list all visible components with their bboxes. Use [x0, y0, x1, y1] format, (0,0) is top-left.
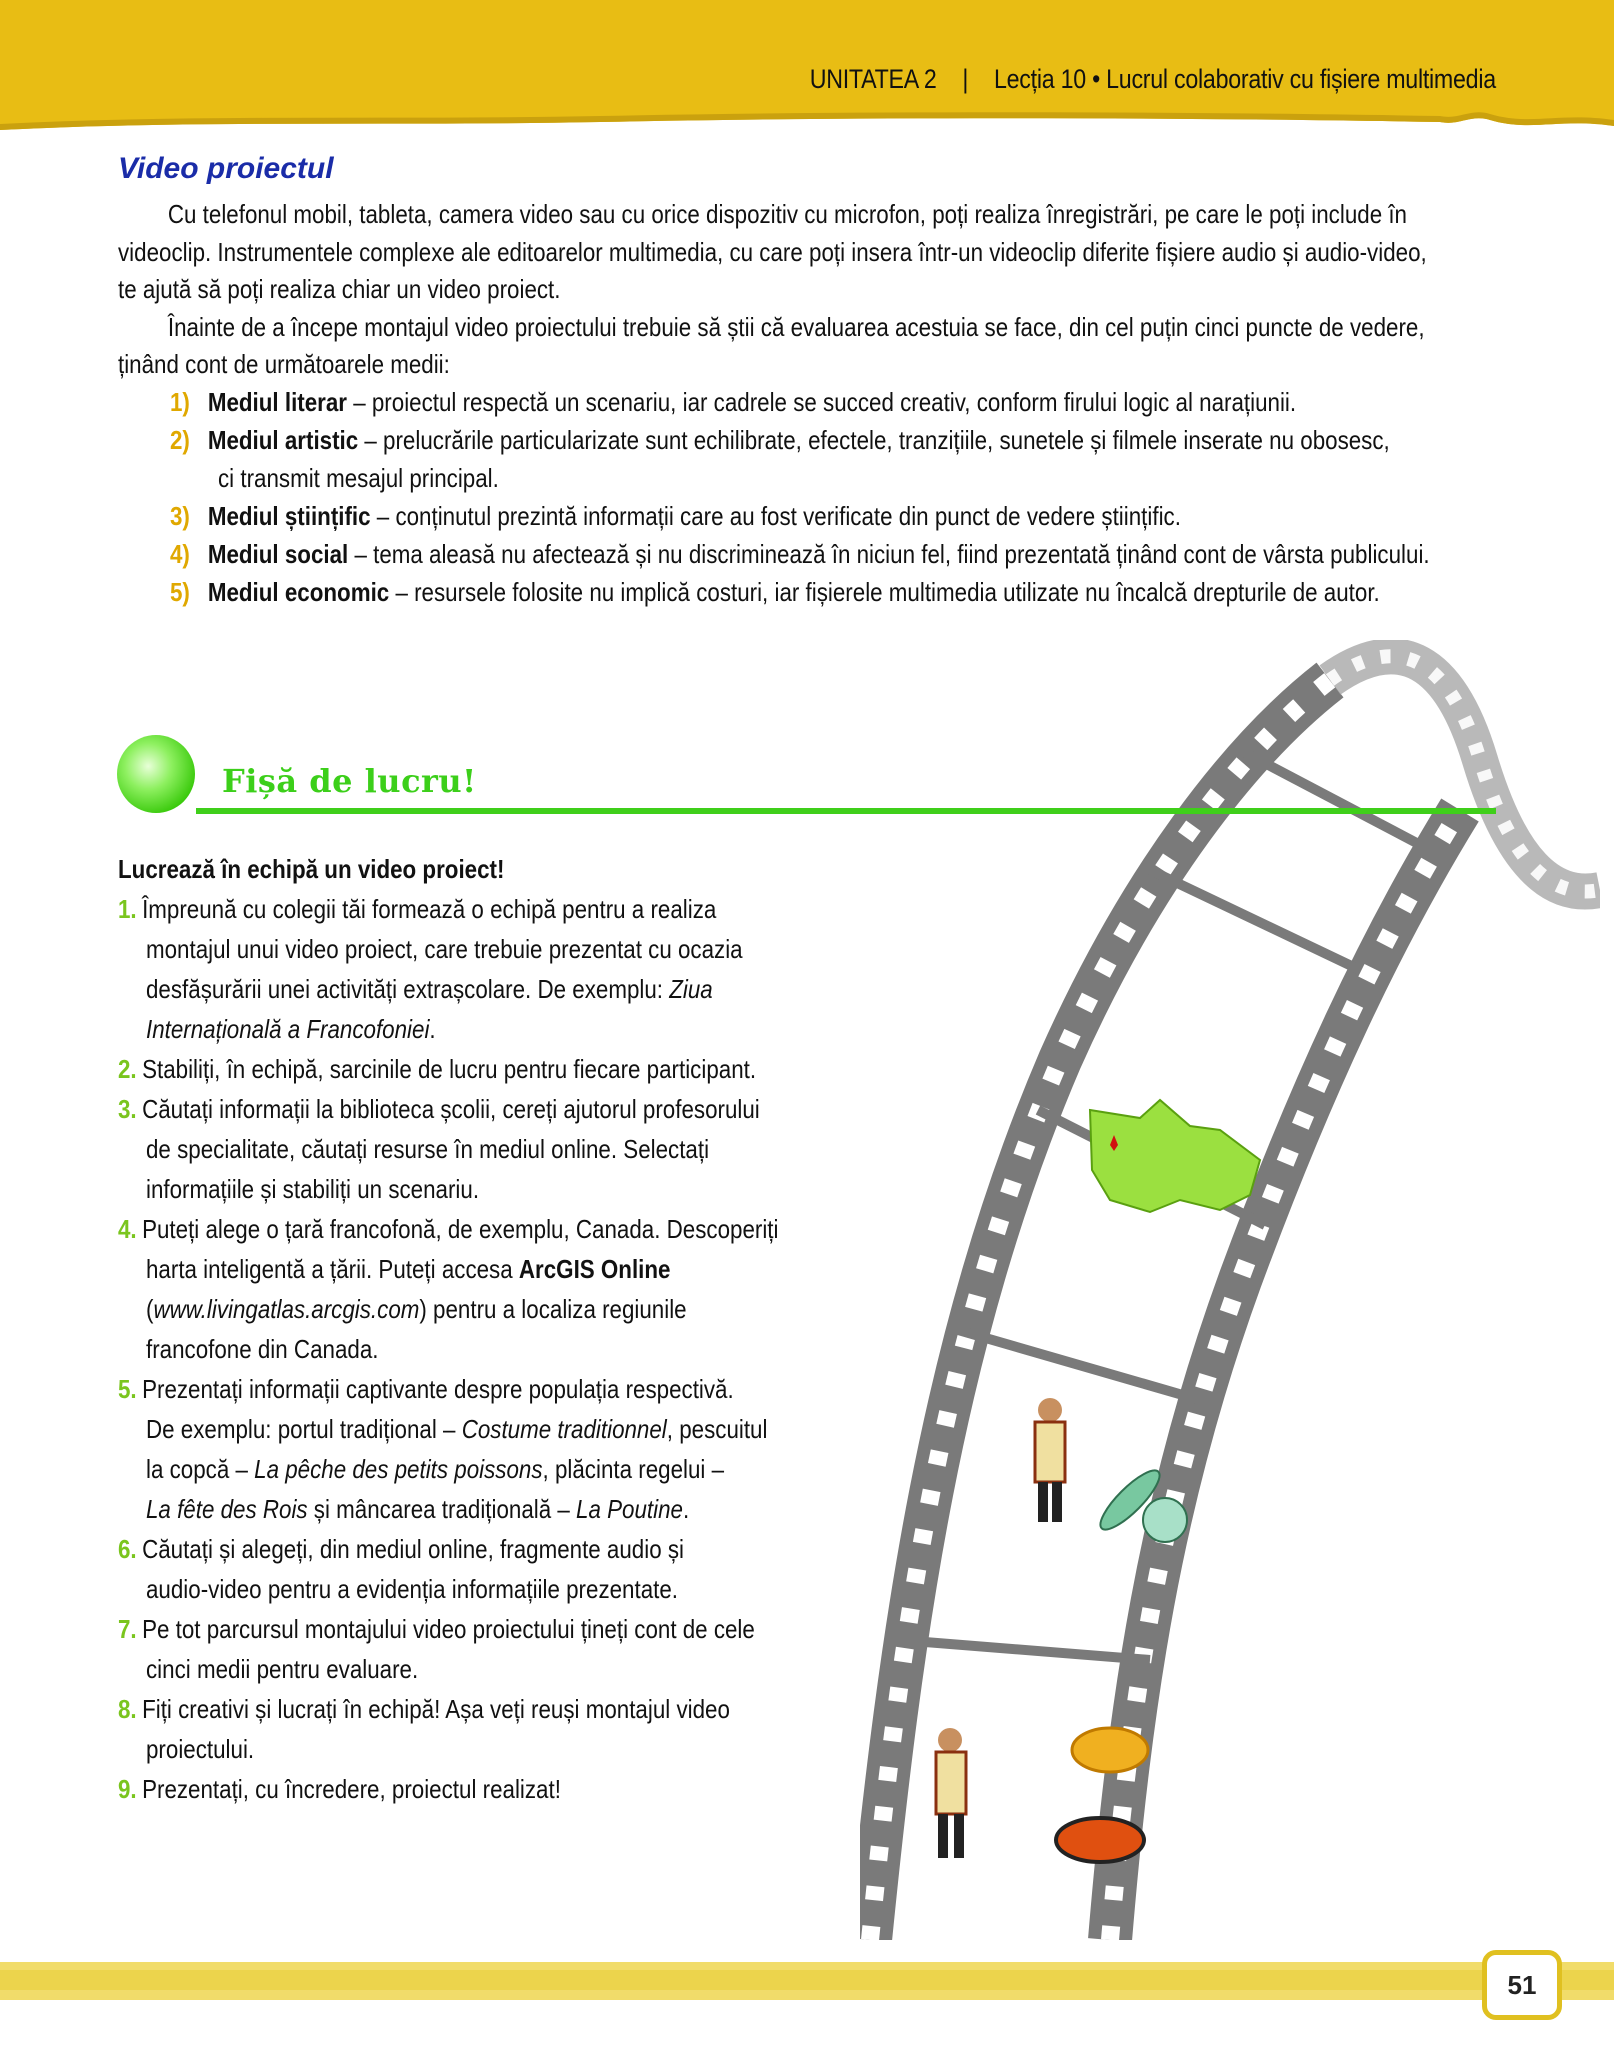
unit-label: UNITATEA 2	[809, 64, 937, 94]
worksheet-underline	[196, 808, 1496, 814]
page-number: 51	[1482, 1950, 1562, 2020]
film-strip-illustration	[860, 640, 1600, 1940]
arcgis-url[interactable]: www.livingatlas.arcgis.com	[153, 1294, 420, 1324]
arcgis-link-label: ArcGIS Online	[518, 1254, 671, 1284]
person-figure	[1035, 1398, 1065, 1522]
worksheet-ball-icon	[117, 735, 195, 813]
criterion-5: 5) Mediul economic – resursele folosite nu implică costuri, iar fișierele multimedia utilizate nu încalcă drepturile de autor.	[170, 577, 1380, 607]
footer-band-inner	[0, 1970, 1614, 1990]
step-6-line-2: audio-video pentru a evidenția informațiile prezentate.	[146, 1574, 679, 1604]
step-8: 8. Fiți creativi și lucrați în echipă! Așa veți reuși montajul video	[118, 1694, 730, 1724]
section-title: Video proiectul	[118, 152, 334, 185]
step-3: 3. Căutați informații la biblioteca școlii, cereți ajutorul profesorului	[118, 1094, 760, 1124]
intro-line-3: te ajută să poți realiza chiar un video proiect.	[118, 274, 561, 304]
step-1-line-3: desfășurării unei activități extrașcolare. De exemplu: Ziua	[146, 974, 713, 1004]
criterion-3: 3) Mediul științific – conținutul prezintă informații care au fost verificate din punct de vedere științific.	[170, 501, 1181, 531]
criterion-1: 1) Mediul literar – proiectul respectă un scenariu, iar cadrele se succed creativ, conform firului logic al narațiunii.	[170, 387, 1297, 417]
step-6: 6. Căutați și alegeți, din mediul online, fragmente audio și	[118, 1534, 685, 1564]
step-4-line-4: francofone din Canada.	[146, 1334, 379, 1364]
step-1: 1. Împreună cu colegii tăi formează o echipă pentru a realiza	[118, 894, 717, 924]
intro-line-2: videoclip. Instrumentele complexe ale editoarelor multimedia, cu care poți insera într-un videoclip diferite fișiere audio și audio-video,	[118, 236, 1427, 267]
step-4-line-2: harta inteligentă a țării. Puteți accesa ArcGIS Online	[146, 1254, 671, 1284]
step-7: 7. Pe tot parcursul montajului video proiectului țineți cont de cele	[118, 1614, 755, 1644]
intro-line-1: Cu telefonul mobil, tableta, camera video sau cu orice dispozitiv cu microfon, poți realiza înregistrări, pe care le poți include în	[167, 199, 1408, 229]
criterion-name: Mediul social	[207, 539, 349, 569]
criterion-4: 4) Mediul social – tema aleasă nu afectează și nu discriminează în niciun fel, fiind prezentată ținând cont de vârsta publicului.	[170, 539, 1430, 569]
criterion-2: 2) Mediul artistic – prelucrările particularizate sunt echilibrate, efectele, tranzițiile, sunetele și filmele inserate nu obosesc,	[170, 425, 1390, 455]
step-4-line-3: (www.livingatlas.arcgis.com) pentru a localiza regiunile	[146, 1294, 687, 1324]
criterion-2-continued: ci transmit mesajul principal.	[218, 463, 499, 493]
person-figure	[936, 1728, 966, 1858]
header-separator: |	[962, 64, 969, 94]
worksheet-title: Fișă de lucru!	[222, 762, 477, 800]
lesson-label: Lecția 10 • Lucrul colaborativ cu fișiere multimedia	[994, 64, 1496, 94]
step-4: 4. Puteți alege o țară francofonă, de exemplu, Canada. Descoperiți	[118, 1214, 779, 1244]
step-3-line-2: de specialitate, căutați resurse în mediul online. Selectați	[146, 1134, 710, 1164]
running-header	[810, 64, 1496, 95]
criterion-name: Mediul economic	[207, 577, 390, 607]
step-5: 5. Prezentați informații captivante despre populația respectivă.	[118, 1374, 734, 1404]
step-5-line-3: la copcă – La pêche des petits poissons, plăcinta regelui –	[146, 1454, 725, 1484]
step-3-line-3: informațiile și stabiliți un scenariu.	[146, 1174, 480, 1204]
intro-line-4: Înainte de a începe montajul video proiectului trebuie să știi că evaluarea acestuia se face, din cel puțin cinci puncte de vedere,	[167, 311, 1425, 342]
step-5-line-4: La fête des Rois și mâncarea tradițională – La Poutine.	[146, 1494, 690, 1524]
step-8-line-2: proiectului.	[146, 1734, 255, 1764]
criterion-name: Mediul literar	[207, 387, 348, 417]
step-2: 2. Stabiliți, în echipă, sarcinile de lucru pentru fiecare participant.	[118, 1054, 757, 1084]
step-1-line-2: montajul unui video proiect, care trebuie prezentat cu ocazia	[146, 934, 743, 964]
worksheet-lead: Lucrează în echipă un video proiect!	[118, 854, 505, 884]
intro-paragraph	[118, 196, 1427, 384]
criterion-name: Mediul artistic	[207, 425, 359, 455]
step-7-line-2: cinci medii pentru evaluare.	[146, 1654, 419, 1684]
step-5-line-2: De exemplu: portul tradițional – Costume traditionnel, pescuitul	[146, 1414, 768, 1444]
intro-line-5: ținând cont de următoarele medii:	[118, 349, 450, 379]
criterion-name: Mediul științific	[207, 501, 371, 531]
step-1-line-4: Internațională a Francofoniei.	[146, 1014, 436, 1044]
step-9: 9. Prezentați, cu încredere, proiectul realizat!	[118, 1774, 561, 1804]
